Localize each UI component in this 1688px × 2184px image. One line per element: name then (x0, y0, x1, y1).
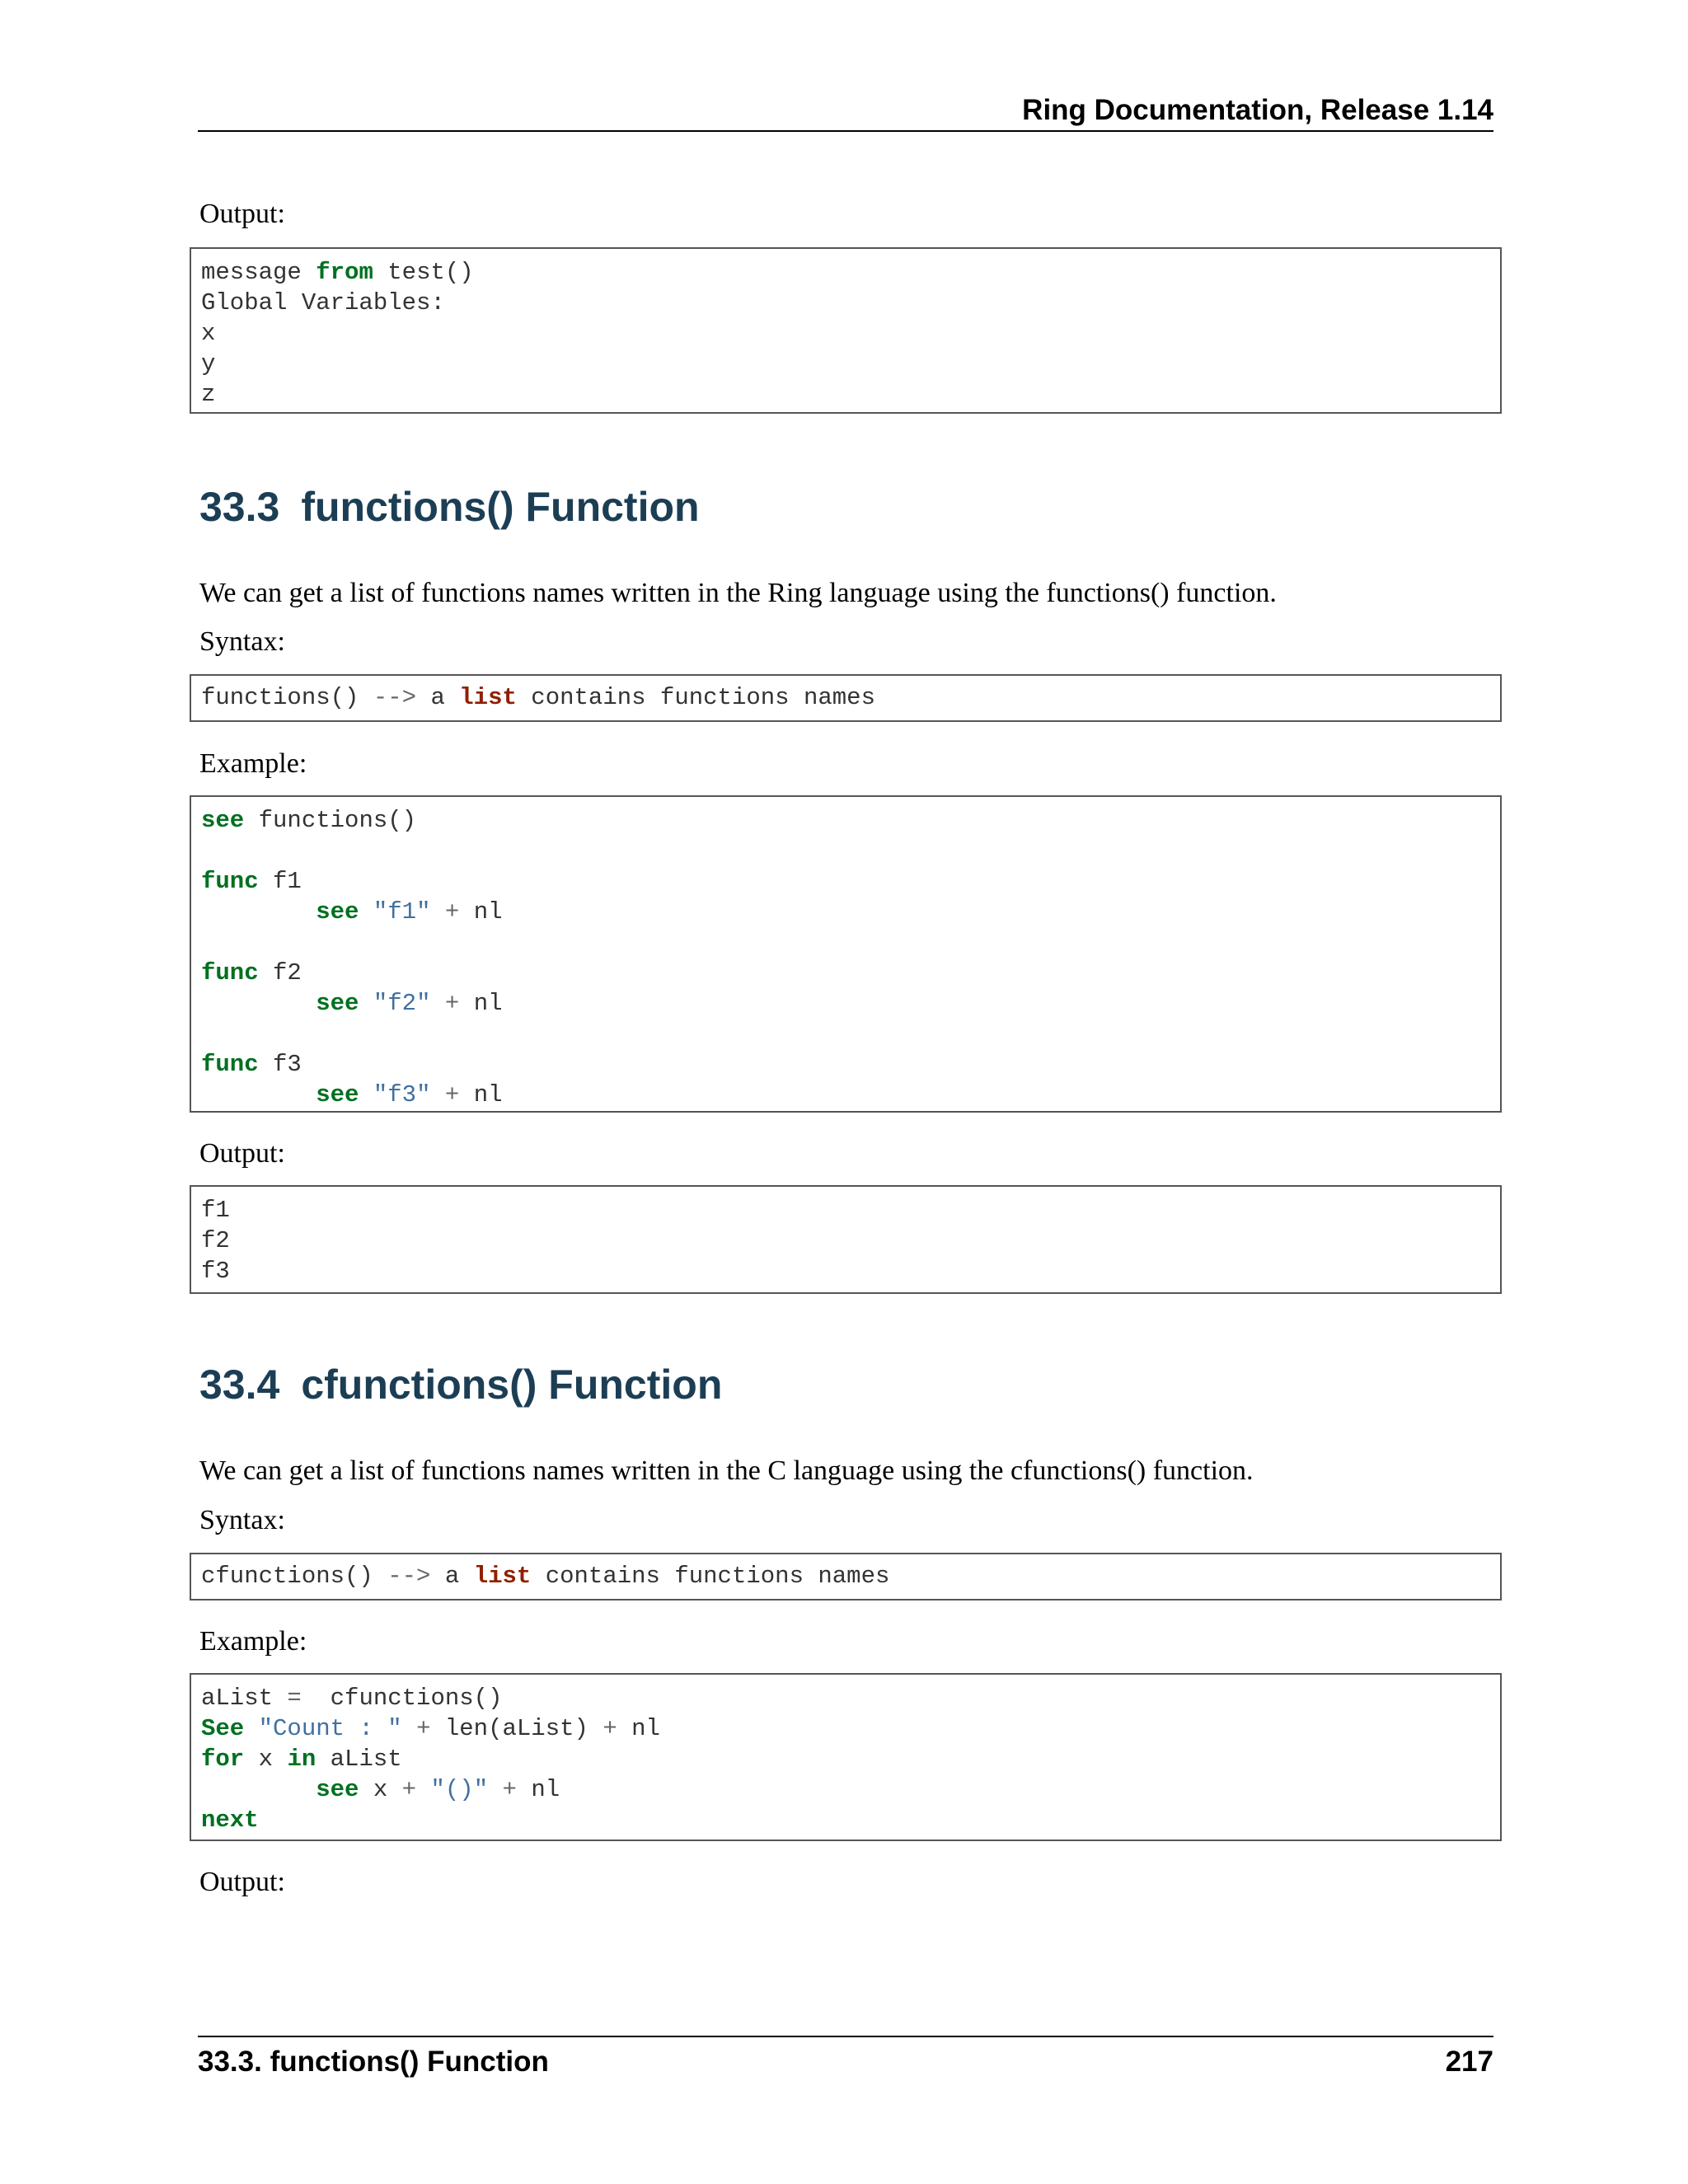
code-line (201, 897, 1500, 927)
code-token: functions() (201, 684, 373, 711)
code-line (201, 1226, 1500, 1256)
code-token-str: "f3" (373, 1081, 431, 1108)
code-token-kw: see (316, 990, 359, 1017)
running-header: Ring Documentation, Release 1.14 (1022, 94, 1493, 126)
code-line (201, 836, 1500, 866)
output-label: Output: (199, 1138, 285, 1169)
code-token: x (359, 1776, 402, 1803)
section-heading-functions (199, 482, 700, 532)
code-token (416, 1776, 430, 1803)
code-token-kw: see (201, 807, 245, 834)
code-block-output-globals (190, 247, 1502, 414)
code-token (430, 1081, 444, 1108)
code-token: f3 (201, 1258, 230, 1285)
code-line (201, 805, 1500, 836)
code-token: y (201, 350, 216, 377)
code-token-op: = (287, 1685, 302, 1712)
code-token-op: + (444, 1081, 460, 1108)
code-token-op: + (401, 1776, 417, 1803)
code-line (201, 1080, 1500, 1110)
section-number: 33.3 (199, 484, 280, 530)
code-line (201, 1744, 1500, 1774)
code-token: functions() (244, 807, 417, 834)
code-token (402, 1715, 416, 1742)
code-line (201, 988, 1500, 1019)
code-token-op: --> (387, 1563, 431, 1590)
code-token: contains functions names (531, 1563, 890, 1590)
code-line (201, 1713, 1500, 1744)
code-token-op: + (444, 898, 460, 926)
code-token: f2 (201, 1227, 230, 1254)
code-token-str: "()" (430, 1776, 489, 1803)
code-token: z (201, 381, 216, 408)
code-token (359, 1081, 373, 1108)
code-token (430, 898, 444, 926)
code-token: Global Variables: (201, 289, 445, 316)
code-token-kw: func (201, 868, 259, 895)
code-token: nl (459, 898, 503, 926)
code-line (201, 1805, 1500, 1835)
code-token-kw: see (316, 898, 359, 926)
section-title: cfunctions() Function (301, 1361, 723, 1408)
code-block-syntax-cfunctions (190, 1553, 1502, 1601)
code-token: f1 (258, 868, 302, 895)
page-number: 217 (1445, 2046, 1493, 2078)
code-token: cfunctions() (301, 1685, 503, 1712)
code-token: x (244, 1746, 288, 1773)
code-line (201, 288, 1500, 318)
intro-paragraph-functions: We can get a list of functions names written in the Ring language using the functions() function. (199, 578, 1277, 608)
section-heading-cfunctions (199, 1360, 722, 1409)
code-token-op: + (603, 1715, 617, 1742)
code-token: nl (459, 1081, 503, 1108)
code-line (201, 1049, 1500, 1080)
code-line (201, 349, 1500, 379)
code-token: contains functions names (516, 684, 875, 711)
code-token-str: "f2" (373, 990, 431, 1017)
code-token-op: + (502, 1776, 517, 1803)
code-token (430, 990, 444, 1017)
code-line (201, 1561, 1500, 1591)
intro-paragraph-cfunctions: We can get a list of functions names written in the C language using the cfunctions() function. (199, 1455, 1254, 1486)
code-token: test() (373, 259, 474, 286)
code-token-op: + (444, 990, 460, 1017)
code-token: a (430, 1563, 474, 1590)
code-token: cfunctions() (201, 1563, 388, 1590)
code-line (201, 1195, 1500, 1226)
code-token: aList (201, 1685, 288, 1712)
footer-rule (198, 2036, 1493, 2037)
code-token-op: --> (373, 684, 417, 711)
code-block-syntax-functions (190, 674, 1502, 722)
code-token: f1 (201, 1197, 230, 1224)
code-token-kw2: list (473, 1563, 532, 1590)
example-label: Example: (199, 748, 307, 779)
code-line (201, 257, 1500, 288)
code-block-example-cfunctions (190, 1673, 1502, 1841)
code-line (201, 927, 1500, 958)
output-label: Output: (199, 199, 285, 229)
code-token: aList (316, 1746, 402, 1773)
code-token-str: "f1" (373, 898, 431, 926)
code-token-op: + (416, 1715, 431, 1742)
code-token (201, 1776, 316, 1803)
code-line (201, 379, 1500, 410)
code-token-str: "Count : " (258, 1715, 402, 1742)
code-token-kw: func (201, 1051, 259, 1078)
code-token (201, 898, 316, 926)
code-token-kw: next (201, 1807, 259, 1834)
code-token-kw: func (201, 959, 259, 987)
code-token: x (201, 320, 216, 347)
header-rule (198, 130, 1493, 132)
section-title: functions() Function (301, 484, 700, 530)
code-token (244, 1715, 258, 1742)
code-token: f3 (258, 1051, 302, 1078)
code-token: message (201, 259, 316, 286)
code-block-output-functions (190, 1185, 1502, 1294)
code-token-kw2: list (459, 684, 517, 711)
code-line (201, 1774, 1500, 1805)
code-line (201, 1019, 1500, 1049)
code-token-kw: see (316, 1081, 359, 1108)
syntax-label: Syntax: (199, 626, 285, 657)
code-token-kw: from (316, 259, 373, 286)
code-token-kw: see (316, 1776, 359, 1803)
code-token (201, 990, 316, 1017)
code-line (201, 866, 1500, 897)
code-token-kw: for (201, 1746, 245, 1773)
section-number: 33.4 (199, 1361, 280, 1408)
code-token: nl (516, 1776, 560, 1803)
footer-section-title: 33.3. functions() Function (198, 2046, 549, 2078)
code-token: f2 (258, 959, 302, 987)
output-label: Output: (199, 1867, 285, 1897)
syntax-label: Syntax: (199, 1505, 285, 1535)
code-token: a (416, 684, 460, 711)
code-line (201, 1683, 1500, 1713)
code-line (201, 682, 1500, 713)
code-token: nl (617, 1715, 660, 1742)
code-token: nl (459, 990, 503, 1017)
code-token: len(aList) (430, 1715, 603, 1742)
code-token-kw: See (201, 1715, 245, 1742)
code-line (201, 318, 1500, 349)
code-line (201, 958, 1500, 988)
code-block-example-functions (190, 795, 1502, 1113)
example-label: Example: (199, 1626, 307, 1657)
code-token (201, 1081, 316, 1108)
code-token-kw: in (287, 1746, 316, 1773)
code-line (201, 1256, 1500, 1286)
code-token (359, 990, 373, 1017)
code-token (359, 898, 373, 926)
code-token (488, 1776, 502, 1803)
